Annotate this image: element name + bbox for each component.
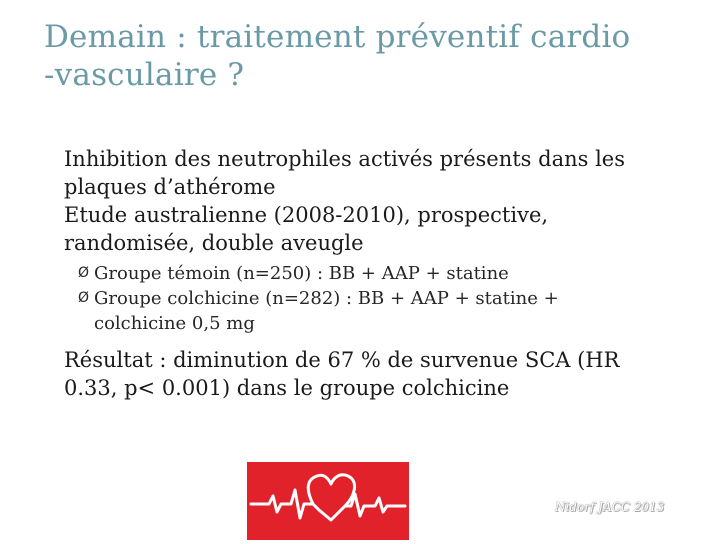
bullet-text-line: randomisée, double aveugle [64, 231, 364, 255]
sub-bullet-list [78, 261, 684, 336]
slide-body [44, 145, 684, 402]
bullet-result [44, 346, 684, 402]
bullet-text-line: Résultat : diminution de 67 % de survenue SCA (HR [64, 348, 620, 372]
bullet-neutrophils [44, 145, 684, 201]
heart-heartbeat-icon [247, 462, 409, 540]
heart-heartbeat-image [247, 462, 409, 540]
title-line-2: -vasculaire ? [44, 57, 245, 93]
slide-title [44, 18, 694, 94]
arrow-bullet-icon: Ø [78, 290, 90, 306]
sub-bullet-control-group [78, 261, 684, 286]
bullet-text-line: Inhibition des neutrophiles activés présents dans les [64, 147, 625, 171]
bullet-text-line: Etude australienne (2008-2010), prospective, [64, 203, 549, 227]
citation-reference: Nidorf JACC 2013 [555, 500, 665, 514]
sub-bullet-text-line: Groupe colchicine (n=282) : BB + AAP + statine + [94, 288, 559, 309]
bullet-text-line: plaques d’athérome [64, 175, 276, 199]
sub-bullet-text-line: colchicine 0,5 mg [94, 313, 255, 334]
sub-bullet-colchicine-group [78, 286, 684, 336]
arrow-bullet-icon: Ø [78, 265, 90, 281]
sub-bullet-text-line: Groupe témoin (n=250) : BB + AAP + statine [94, 263, 509, 284]
bullet-text-line: 0.33, p< 0.001) dans le groupe colchicine [64, 376, 510, 400]
title-line-1: Demain : traitement préventif cardio [44, 19, 631, 55]
bullet-study [44, 201, 684, 257]
